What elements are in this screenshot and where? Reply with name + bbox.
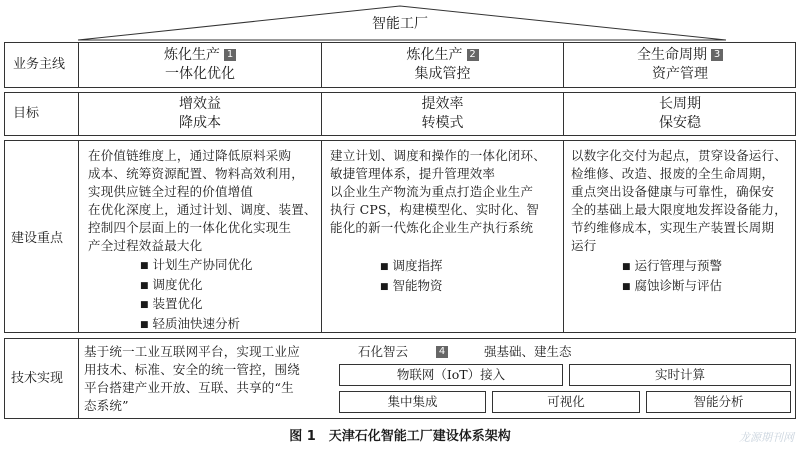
platform-header [358, 343, 448, 361]
tech-desc-line: 态系统” [84, 398, 129, 413]
focus-col-3-line: 重点突出设备健康与可靠性，确保安 [571, 184, 775, 199]
focus-col-1-line: 在优化深度上，通过计划、调度、装置、 [88, 202, 317, 217]
realtime-box: 实时计算 [569, 364, 791, 386]
watermark-text: 龙源期刊网 [739, 431, 794, 444]
business-col-3-line1: 全生命周期 [637, 47, 707, 63]
business-col-1-line2: 一体化优化 [165, 66, 235, 82]
focus-col-1-text [88, 147, 318, 255]
tech-desc-line: 用技术、标准、安全的统一管控，围绕 [84, 362, 300, 377]
focus-col-3-line: 检维修、改造、报废的全生命周期， [571, 166, 775, 181]
focus-col-1-line: 在价值链维度上，通过降低原料采购 [88, 148, 292, 163]
focus-col-1-line: 成本、统筹资源配置、物料高效利用， [88, 166, 304, 181]
business-col-2-line2: 集成管控 [414, 66, 471, 82]
integration-box: 集中集成 [339, 391, 486, 413]
platform-name: 石化智云 [358, 344, 409, 359]
goals-col-1 [79, 95, 321, 133]
focus-col-2-line: 执行 CPS，构建模型化、实时化、智 [330, 202, 540, 217]
goals-col-3 [564, 95, 796, 133]
tech-divider-0 [78, 338, 79, 419]
goals-col-1-line1: 增效益 [179, 96, 221, 112]
goals-col-2-line1: 提效率 [421, 96, 464, 112]
focus-col-3-line: 以数字化交付为起点，贯穿设备运行、 [571, 148, 787, 163]
tech-desc-line: 基于统一工业互联网平台，实现工业应 [84, 344, 300, 359]
focus-col-3-line: 全的基础上最大限度地发挥设备能力， [571, 202, 787, 217]
focus-col-3-line: 运行 [571, 238, 597, 253]
figure-caption: 图 1 天津石化智能工厂建设体系架构 [289, 429, 511, 444]
focus-col-3-bullets [622, 257, 722, 296]
platform-slogan: 强基础、建生态 [484, 344, 572, 359]
business-col-1 [79, 46, 321, 84]
badge-3: 3 [711, 49, 723, 61]
goals-col-2 [322, 95, 563, 133]
tech-desc-line: 平台搭建产业开放、互联、共享的“生 [84, 380, 294, 395]
focus-col-2-line: 能化的新一代炼化企业生产执行系统 [330, 220, 534, 235]
roof-title: 智能工厂 [372, 16, 428, 32]
focus-col-3-line: 节约维修成本，实现生产装置长周期 [571, 220, 775, 235]
focus-col-2-line: 以企业生产物流为重点打造企业生产 [330, 184, 534, 199]
goals-col-1-line2: 降成本 [179, 115, 221, 131]
bullet-item: ■ 智能物资 [380, 277, 443, 297]
bullet-item: ■ 调度优化 [140, 276, 253, 296]
goals-col-2-line2: 转模式 [421, 115, 464, 131]
goals-col-3-line1: 长周期 [659, 96, 701, 112]
bullet-item: ■ 轻质油快速分析 [140, 315, 253, 335]
focus-col-1-bullets [140, 256, 253, 334]
tech-row-label: 技术实现 [11, 371, 64, 386]
bullet-item: ■ 调度指挥 [380, 257, 443, 277]
business-col-2 [322, 46, 563, 84]
iot-box: 物联网（IoT）接入 [339, 364, 563, 386]
business-col-1-line1: 炼化生产 [164, 47, 220, 63]
bullet-item: ■ 装置优化 [140, 295, 253, 315]
focus-col-2-line: 建立计划、调度和操作的一体化闭环、 [330, 148, 546, 163]
business-col-2-line1: 炼化生产 [406, 47, 463, 63]
focus-col-1-line: 实现供应链全过程的价值增值 [88, 184, 254, 199]
badge-4: 4 [436, 346, 448, 358]
badge-1: 1 [224, 49, 236, 61]
focus-col-1-line: 控制四个层面上的一体化优化实现生 [88, 220, 292, 235]
goals-col-3-line2: 保安稳 [659, 115, 701, 131]
focus-divider-0 [78, 140, 79, 333]
focus-divider-1 [321, 140, 322, 333]
focus-col-2-line: 敏捷管理体系，提升管理效率 [330, 166, 496, 181]
focus-col-2-text [330, 147, 562, 237]
focus-divider-2 [563, 140, 564, 333]
bullet-item: ■ 计划生产协同优化 [140, 256, 253, 276]
business-col-3 [564, 46, 796, 84]
badge-2: 2 [467, 49, 479, 61]
focus-col-3-text [571, 147, 795, 255]
analytics-box: 智能分析 [646, 391, 791, 413]
bullet-item: ■ 运行管理与预警 [622, 257, 722, 277]
goals-row-label: 目标 [13, 106, 40, 121]
tech-desc [84, 343, 334, 415]
bullet-item: ■ 腐蚀诊断与评估 [622, 277, 722, 297]
focus-row-label: 建设重点 [11, 231, 64, 246]
focus-col-1-line: 产全过程效益最大化 [88, 238, 203, 253]
visual-box: 可视化 [492, 391, 640, 413]
business-row-label: 业务主线 [13, 57, 66, 72]
focus-col-2-bullets [380, 257, 443, 296]
business-col-3-line2: 资产管理 [652, 66, 708, 82]
